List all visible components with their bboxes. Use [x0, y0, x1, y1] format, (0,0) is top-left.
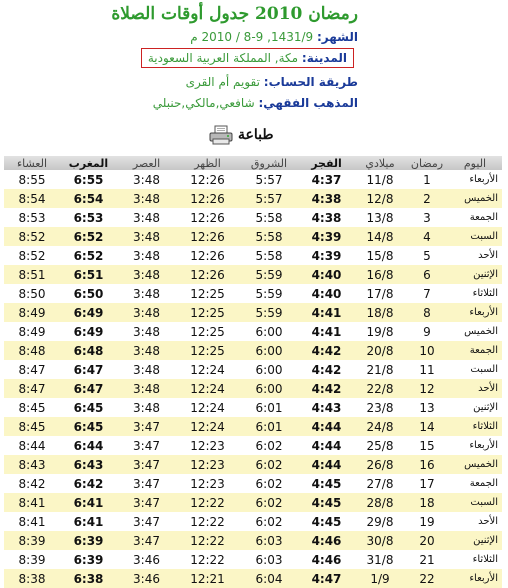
- cell-isha: 8:45: [4, 398, 60, 417]
- madhab-value: شافعي,مالكي,حنبلي: [152, 96, 259, 110]
- cell-isha: 8:39: [4, 531, 60, 550]
- cell-isha: 8:55: [4, 170, 60, 189]
- cell-isha: 8:43: [4, 455, 60, 474]
- table-row: [4, 208, 502, 227]
- cell-isha: 8:51: [4, 265, 60, 284]
- cell-asr: 3:47: [117, 417, 176, 436]
- cell-maghrib: 6:39: [60, 531, 117, 550]
- cell-maghrib: 6:55: [60, 170, 117, 189]
- header-isha: العشاء: [4, 156, 60, 170]
- cell-isha: 8:47: [4, 360, 60, 379]
- cell-day: الأربعاء: [448, 569, 502, 588]
- header-fajr: الفجر: [299, 156, 354, 170]
- table-row: [4, 341, 502, 360]
- cell-gregorian: 31/8: [354, 550, 406, 569]
- cell-gregorian: 24/8: [354, 417, 406, 436]
- cell-asr: 3:48: [117, 189, 176, 208]
- cell-fajr: 4:41: [299, 303, 354, 322]
- cell-ramadan: 14: [406, 417, 448, 436]
- cell-dhuhr: 12:25: [176, 341, 239, 360]
- cell-sunrise: 6:03: [239, 531, 299, 550]
- cell-dhuhr: 12:22: [176, 550, 239, 569]
- cell-maghrib: 6:41: [60, 493, 117, 512]
- cell-isha: 8:42: [4, 474, 60, 493]
- cell-sunrise: 6:02: [239, 455, 299, 474]
- cell-maghrib: 6:49: [60, 303, 117, 322]
- cell-dhuhr: 12:25: [176, 322, 239, 341]
- cell-day: الثلاثاء: [448, 550, 502, 569]
- cell-fajr: 4:43: [299, 398, 354, 417]
- cell-isha: 8:49: [4, 303, 60, 322]
- cell-dhuhr: 12:26: [176, 227, 239, 246]
- cell-fajr: 4:42: [299, 341, 354, 360]
- cell-ramadan: 13: [406, 398, 448, 417]
- cell-isha: 8:47: [4, 379, 60, 398]
- header-sunrise: الشروق: [239, 156, 299, 170]
- cell-gregorian: 23/8: [354, 398, 406, 417]
- cell-dhuhr: 12:26: [176, 265, 239, 284]
- cell-fajr: 4:47: [299, 569, 354, 588]
- cell-ramadan: 9: [406, 322, 448, 341]
- cell-maghrib: 6:42: [60, 474, 117, 493]
- table-row: [4, 398, 502, 417]
- cell-sunrise: 5:58: [239, 246, 299, 265]
- cell-gregorian: 22/8: [354, 379, 406, 398]
- cell-sunrise: 5:57: [239, 189, 299, 208]
- cell-dhuhr: 12:25: [176, 303, 239, 322]
- cell-gregorian: 18/8: [354, 303, 406, 322]
- cell-ramadan: 16: [406, 455, 448, 474]
- cell-asr: 3:47: [117, 455, 176, 474]
- cell-sunrise: 5:58: [239, 227, 299, 246]
- header-maghrib: المغرب: [60, 156, 117, 170]
- cell-dhuhr: 12:24: [176, 398, 239, 417]
- cell-fajr: 4:44: [299, 455, 354, 474]
- cell-fajr: 4:46: [299, 531, 354, 550]
- cell-fajr: 4:39: [299, 246, 354, 265]
- cell-dhuhr: 12:26: [176, 170, 239, 189]
- cell-day: الخميس: [448, 189, 502, 208]
- cell-maghrib: 6:41: [60, 512, 117, 531]
- table-row: [4, 550, 502, 569]
- cell-day: السبت: [448, 493, 502, 512]
- cell-ramadan: 2: [406, 189, 448, 208]
- table-row: [4, 569, 502, 588]
- cell-day: الأحد: [448, 246, 502, 265]
- cell-fajr: 4:45: [299, 474, 354, 493]
- table-row: [4, 417, 502, 436]
- cell-ramadan: 4: [406, 227, 448, 246]
- cell-isha: 8:50: [4, 284, 60, 303]
- cell-fajr: 4:38: [299, 189, 354, 208]
- cell-isha: 8:52: [4, 246, 60, 265]
- table-row: [4, 360, 502, 379]
- cell-dhuhr: 12:24: [176, 417, 239, 436]
- cell-day: الثلاثاء: [448, 284, 502, 303]
- cell-dhuhr: 12:23: [176, 436, 239, 455]
- cell-gregorian: 29/8: [354, 512, 406, 531]
- cell-asr: 3:48: [117, 341, 176, 360]
- table-row: [4, 436, 502, 455]
- cell-maghrib: 6:51: [60, 265, 117, 284]
- cell-asr: 3:48: [117, 398, 176, 417]
- cell-fajr: 4:44: [299, 417, 354, 436]
- cell-sunrise: 6:00: [239, 322, 299, 341]
- cell-day: الأحد: [448, 379, 502, 398]
- table-row: [4, 379, 502, 398]
- cell-isha: 8:39: [4, 550, 60, 569]
- cell-day: الأربعاء: [448, 170, 502, 189]
- cell-gregorian: 12/8: [354, 189, 406, 208]
- cell-dhuhr: 12:26: [176, 246, 239, 265]
- cell-day: الجمعة: [448, 208, 502, 227]
- cell-sunrise: 6:00: [239, 379, 299, 398]
- cell-asr: 3:48: [117, 303, 176, 322]
- cell-sunrise: 5:59: [239, 265, 299, 284]
- cell-maghrib: 6:38: [60, 569, 117, 588]
- cell-dhuhr: 12:22: [176, 493, 239, 512]
- cell-sunrise: 6:01: [239, 398, 299, 417]
- cell-fajr: 4:39: [299, 227, 354, 246]
- print-label[interactable]: طباعة: [238, 127, 274, 143]
- cell-dhuhr: 12:24: [176, 360, 239, 379]
- cell-dhuhr: 12:21: [176, 569, 239, 588]
- cell-asr: 3:48: [117, 379, 176, 398]
- cell-gregorian: 25/8: [354, 436, 406, 455]
- city-value: مكة, المملكة العربية السعودية: [147, 51, 302, 65]
- cell-day: الأربعاء: [448, 303, 502, 322]
- table-row: [4, 246, 502, 265]
- cell-dhuhr: 12:24: [176, 379, 239, 398]
- cell-sunrise: 6:02: [239, 436, 299, 455]
- cell-ramadan: 22: [406, 569, 448, 588]
- table-header-row: [4, 156, 502, 170]
- cell-fajr: 4:37: [299, 170, 354, 189]
- cell-gregorian: 30/8: [354, 531, 406, 550]
- cell-isha: 8:48: [4, 341, 60, 360]
- header-ramadan: رمضان: [406, 156, 448, 170]
- header-asr: العصر: [117, 156, 176, 170]
- cell-ramadan: 17: [406, 474, 448, 493]
- cell-gregorian: 28/8: [354, 493, 406, 512]
- cell-gregorian: 11/8: [354, 170, 406, 189]
- cell-dhuhr: 12:26: [176, 189, 239, 208]
- cell-ramadan: 1: [406, 170, 448, 189]
- cell-gregorian: 26/8: [354, 455, 406, 474]
- cell-asr: 3:48: [117, 227, 176, 246]
- table-row: [4, 322, 502, 341]
- cell-gregorian: 20/8: [354, 341, 406, 360]
- city-box: [141, 48, 354, 68]
- cell-day: الثلاثاء: [448, 417, 502, 436]
- cell-asr: 3:46: [117, 569, 176, 588]
- cell-day: الخميس: [448, 455, 502, 474]
- cell-sunrise: 5:59: [239, 284, 299, 303]
- madhab-line: [153, 96, 358, 110]
- cell-fajr: 4:41: [299, 322, 354, 341]
- table-row: [4, 189, 502, 208]
- cell-fajr: 4:40: [299, 284, 354, 303]
- cell-ramadan: 3: [406, 208, 448, 227]
- cell-ramadan: 11: [406, 360, 448, 379]
- cell-asr: 3:47: [117, 531, 176, 550]
- cell-sunrise: 6:02: [239, 512, 299, 531]
- calculation-method-line: [186, 75, 358, 89]
- cell-maghrib: 6:49: [60, 322, 117, 341]
- table-row: [4, 227, 502, 246]
- cell-sunrise: 5:57: [239, 170, 299, 189]
- cell-day: الأربعاء: [448, 436, 502, 455]
- cell-isha: 8:53: [4, 208, 60, 227]
- cell-gregorian: 15/8: [354, 246, 406, 265]
- cell-maghrib: 6:44: [60, 436, 117, 455]
- header-gregorian: ميلادي: [354, 156, 406, 170]
- cell-asr: 3:48: [117, 284, 176, 303]
- print-button[interactable]: [208, 124, 298, 146]
- table-row: [4, 474, 502, 493]
- cell-fajr: 4:45: [299, 512, 354, 531]
- cell-gregorian: 19/8: [354, 322, 406, 341]
- cell-maghrib: 6:53: [60, 208, 117, 227]
- cell-ramadan: 10: [406, 341, 448, 360]
- cell-gregorian: 1/9: [354, 569, 406, 588]
- cell-gregorian: 16/8: [354, 265, 406, 284]
- cell-isha: 8:38: [4, 569, 60, 588]
- table-row: [4, 512, 502, 531]
- cell-asr: 3:47: [117, 493, 176, 512]
- cell-fajr: 4:38: [299, 208, 354, 227]
- cell-gregorian: 21/8: [354, 360, 406, 379]
- table-row: [4, 265, 502, 284]
- cell-day: الإثنين: [448, 265, 502, 284]
- cell-sunrise: 6:02: [239, 493, 299, 512]
- cell-maghrib: 6:45: [60, 398, 117, 417]
- prayer-times-table: [4, 156, 502, 588]
- cell-asr: 3:48: [117, 265, 176, 284]
- cell-asr: 3:48: [117, 246, 176, 265]
- cell-maghrib: 6:48: [60, 341, 117, 360]
- cell-ramadan: 12: [406, 379, 448, 398]
- cell-maghrib: 6:52: [60, 246, 117, 265]
- cell-ramadan: 6: [406, 265, 448, 284]
- cell-gregorian: 14/8: [354, 227, 406, 246]
- cell-maghrib: 6:50: [60, 284, 117, 303]
- cell-dhuhr: 12:23: [176, 455, 239, 474]
- cell-gregorian: 27/8: [354, 474, 406, 493]
- cell-asr: 3:47: [117, 474, 176, 493]
- cell-fajr: 4:42: [299, 379, 354, 398]
- cell-day: السبت: [448, 360, 502, 379]
- printer-icon[interactable]: [208, 125, 234, 145]
- cell-asr: 3:46: [117, 550, 176, 569]
- cell-ramadan: 5: [406, 246, 448, 265]
- cell-maghrib: 6:52: [60, 227, 117, 246]
- cell-sunrise: 6:01: [239, 417, 299, 436]
- header-dhuhr: الظهر: [176, 156, 239, 170]
- madhab-label: المذهب الفقهي:: [258, 96, 358, 110]
- cell-asr: 3:47: [117, 436, 176, 455]
- cell-day: الخميس: [448, 322, 502, 341]
- cell-fajr: 4:46: [299, 550, 354, 569]
- cell-maghrib: 6:54: [60, 189, 117, 208]
- cell-dhuhr: 12:22: [176, 531, 239, 550]
- cell-fajr: 4:45: [299, 493, 354, 512]
- cell-dhuhr: 12:22: [176, 512, 239, 531]
- table-row: [4, 493, 502, 512]
- cell-day: الجمعة: [448, 341, 502, 360]
- city-label: المدينة:: [301, 51, 347, 65]
- page-title: رمضان 2010 جدول أوقات الصلاة: [111, 4, 358, 24]
- cell-ramadan: 8: [406, 303, 448, 322]
- cell-asr: 3:48: [117, 170, 176, 189]
- cell-sunrise: 6:00: [239, 360, 299, 379]
- cell-fajr: 4:44: [299, 436, 354, 455]
- cell-isha: 8:54: [4, 189, 60, 208]
- cell-day: السبت: [448, 227, 502, 246]
- cell-isha: 8:41: [4, 512, 60, 531]
- cell-day: الأحد: [448, 512, 502, 531]
- cell-sunrise: 5:59: [239, 303, 299, 322]
- cell-ramadan: 21: [406, 550, 448, 569]
- cell-sunrise: 6:03: [239, 550, 299, 569]
- cell-ramadan: 15: [406, 436, 448, 455]
- table-row: [4, 303, 502, 322]
- table-row: [4, 170, 502, 189]
- cell-day: الإثنين: [448, 531, 502, 550]
- calculation-method-label: طريقة الحساب:: [263, 75, 358, 89]
- cell-maghrib: 6:45: [60, 417, 117, 436]
- cell-dhuhr: 12:23: [176, 474, 239, 493]
- cell-asr: 3:48: [117, 360, 176, 379]
- cell-gregorian: 17/8: [354, 284, 406, 303]
- cell-isha: 8:49: [4, 322, 60, 341]
- cell-ramadan: 18: [406, 493, 448, 512]
- cell-fajr: 4:40: [299, 265, 354, 284]
- calculation-method-value: تقويم أم القرى: [185, 75, 264, 89]
- cell-isha: 8:52: [4, 227, 60, 246]
- cell-dhuhr: 12:26: [176, 208, 239, 227]
- month-line: [190, 30, 358, 44]
- cell-day: الإثنين: [448, 398, 502, 417]
- cell-isha: 8:44: [4, 436, 60, 455]
- cell-dhuhr: 12:25: [176, 284, 239, 303]
- cell-asr: 3:48: [117, 322, 176, 341]
- cell-asr: 3:48: [117, 208, 176, 227]
- cell-ramadan: 7: [406, 284, 448, 303]
- cell-isha: 8:41: [4, 493, 60, 512]
- table-row: [4, 455, 502, 474]
- cell-asr: 3:47: [117, 512, 176, 531]
- cell-ramadan: 20: [406, 531, 448, 550]
- cell-sunrise: 6:02: [239, 474, 299, 493]
- table-row: [4, 284, 502, 303]
- cell-sunrise: 5:58: [239, 208, 299, 227]
- cell-maghrib: 6:43: [60, 455, 117, 474]
- cell-sunrise: 6:00: [239, 341, 299, 360]
- cell-day: الجمعة: [448, 474, 502, 493]
- cell-maghrib: 6:47: [60, 360, 117, 379]
- cell-maghrib: 6:39: [60, 550, 117, 569]
- month-label: الشهر:: [316, 30, 358, 44]
- cell-isha: 8:45: [4, 417, 60, 436]
- cell-maghrib: 6:47: [60, 379, 117, 398]
- cell-ramadan: 19: [406, 512, 448, 531]
- header-day: اليوم: [448, 156, 502, 170]
- table-row: [4, 531, 502, 550]
- cell-fajr: 4:42: [299, 360, 354, 379]
- cell-sunrise: 6:04: [239, 569, 299, 588]
- cell-gregorian: 13/8: [354, 208, 406, 227]
- month-value: 1431/9, 9-8 / 2010 م: [190, 30, 317, 44]
